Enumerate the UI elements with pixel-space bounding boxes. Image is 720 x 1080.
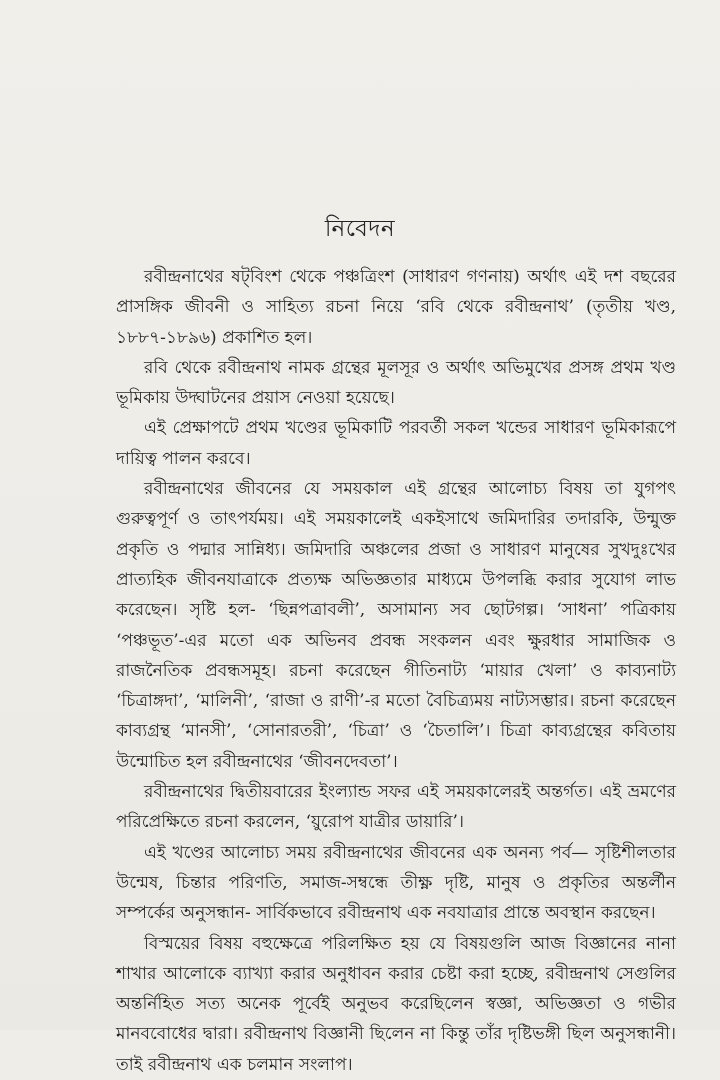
preface-body xyxy=(116,262,676,1080)
paragraph: রবি থেকে রবীন্দ্রনাথ নামক গ্রন্থের মূলসূর ও অর্থাৎ অভিমুখের প্রসঙ্গ প্রথম খণ্ড ভূমিকায় উদ্ঘাটনের প্রয়াস নেওয়া হয়েছে। xyxy=(116,357,676,409)
paragraph: বিস্ময়ের বিষয় বহুক্ষেত্রে পরিলক্ষিত হয় যে বিষয়গুলি আজ বিজ্ঞানের নানা শাখার আলোকে ব্যাখ্যা করার অনুধাবন করার চেষ্টা করা হচ্ছে, রবীন্দ্রনাথ সেগুলির অন্তর্নিহিত সত্য অনেক পূর্বেই অনুভব করেছিলেন স্বজ্ঞা, অভিজ্ঞতা ও গভীর মানববোধের দ্বারা। রবীন্দ্রনাথ বিজ্ঞানী ছিলেন না কিন্তু তাঁর দৃষ্টিভঙ্গী ছিল অনুসন্ধানী। তাই রবীন্দ্রনাথ এক চলমান সংলাপ। xyxy=(116,933,676,1075)
paragraph: এই প্রেক্ষাপটে প্রথম খণ্ডের ভূমিকাটি পরবর্তী সকল খন্ডের সাধারণ ভূমিকারূপে দায়িত্ব পালন করবে। xyxy=(116,418,676,469)
page-title: নিবেদন xyxy=(324,216,396,242)
paragraph: রবীন্দ্রনাথের ষট্‌বিংশ থেকে পঞ্চত্রিংশ (সাধারণ গণনায়) অর্থাৎ এই দশ বছরের প্রাসঙ্গিক জীবনী ও সাহিত্য রচনা নিয়ে ‘রবি থেকে রবীন্দ্রনাথ’ (তৃতীয় খণ্ড, ১৮৮৭-১৮৯৬) প্রকাশিত হল। xyxy=(116,267,676,348)
paragraph: এই খণ্ডের আলোচ্য সময় রবীন্দ্রনাথের জীবনের এক অনন্য পর্ব— সৃষ্টিশীলতার উন্মেষ, চিন্তার পরিণতি, সমাজ-সম্বন্ধে তীক্ষ্ণ দৃষ্টি, মানুষ ও প্রকৃতির অন্তর্লীন সম্পর্কের অনুসন্ধান- সার্বিকভাবে রবীন্দ্রনাথ এক নবযাত্রার প্রান্তে অবস্থান করছেন। xyxy=(116,842,676,924)
paragraph: রবীন্দ্রনাথের দ্বিতীয়বারের ইংল্যান্ড সফর এই সময়কালেরই অন্তর্গত। এই ভ্রমণের পরিপ্রেক্ষিতে রচনা করলেন, ‘য়ুরোপ যাত্রীর ডায়ারি’। xyxy=(116,782,676,833)
paragraph: রবীন্দ্রনাথের জীবনের যে সময়কাল এই গ্রন্থের আলোচ্য বিষয় তা যুগপৎ গুরুত্বপূর্ণ ও তাৎপর্যময়। এই সময়কালেই একইসাথে জমিদারির তদারকি, উন্মুক্ত প্রকৃতি ও পদ্মার সান্নিধ্য। জমিদারি অঞ্চলের প্রজা ও সাধারণ মানুষের সুখদুঃখের প্রাত্যহিক জীবনযাত্রাকে প্রত্যক্ষ অভিজ্ঞতার মাধ্যমে উপলব্ধি করার সুযোগ লাভ করেছেন। সৃষ্টি হল- ‘ছিন্নপত্রাবলী’, অসামান্য সব ছোটগল্প। ‘সাধনা’ পত্রিকায় ‘পঞ্চভূত’-এর মতো এক অভিনব প্রবন্ধ সংকলন এবং ক্ষুরধার সামাজিক ও রাজনৈতিক প্রবন্ধসমূহ। রচনা করেছেন গীতিনাট্য ‘মায়ার খেলা’ ও কাব্যনাট্য ‘চিত্রাঙ্গদা’, ‘মালিনী’, ‘রাজা ও রাণী’-র মতো বৈচিত্র্যময় নাট্যসম্ভার। রচনা করেছেন কাব্যগ্রন্থ ‘মানসী’, ‘সোনারতরী’, ‘চিত্রা’ ও ‘চৈতালি’। চিত্রা কাব্যগ্রন্থের কবিতায় উন্মোচিত হল রবীন্দ্রনাথের ‘জীবনদেবতা’। xyxy=(116,479,676,772)
